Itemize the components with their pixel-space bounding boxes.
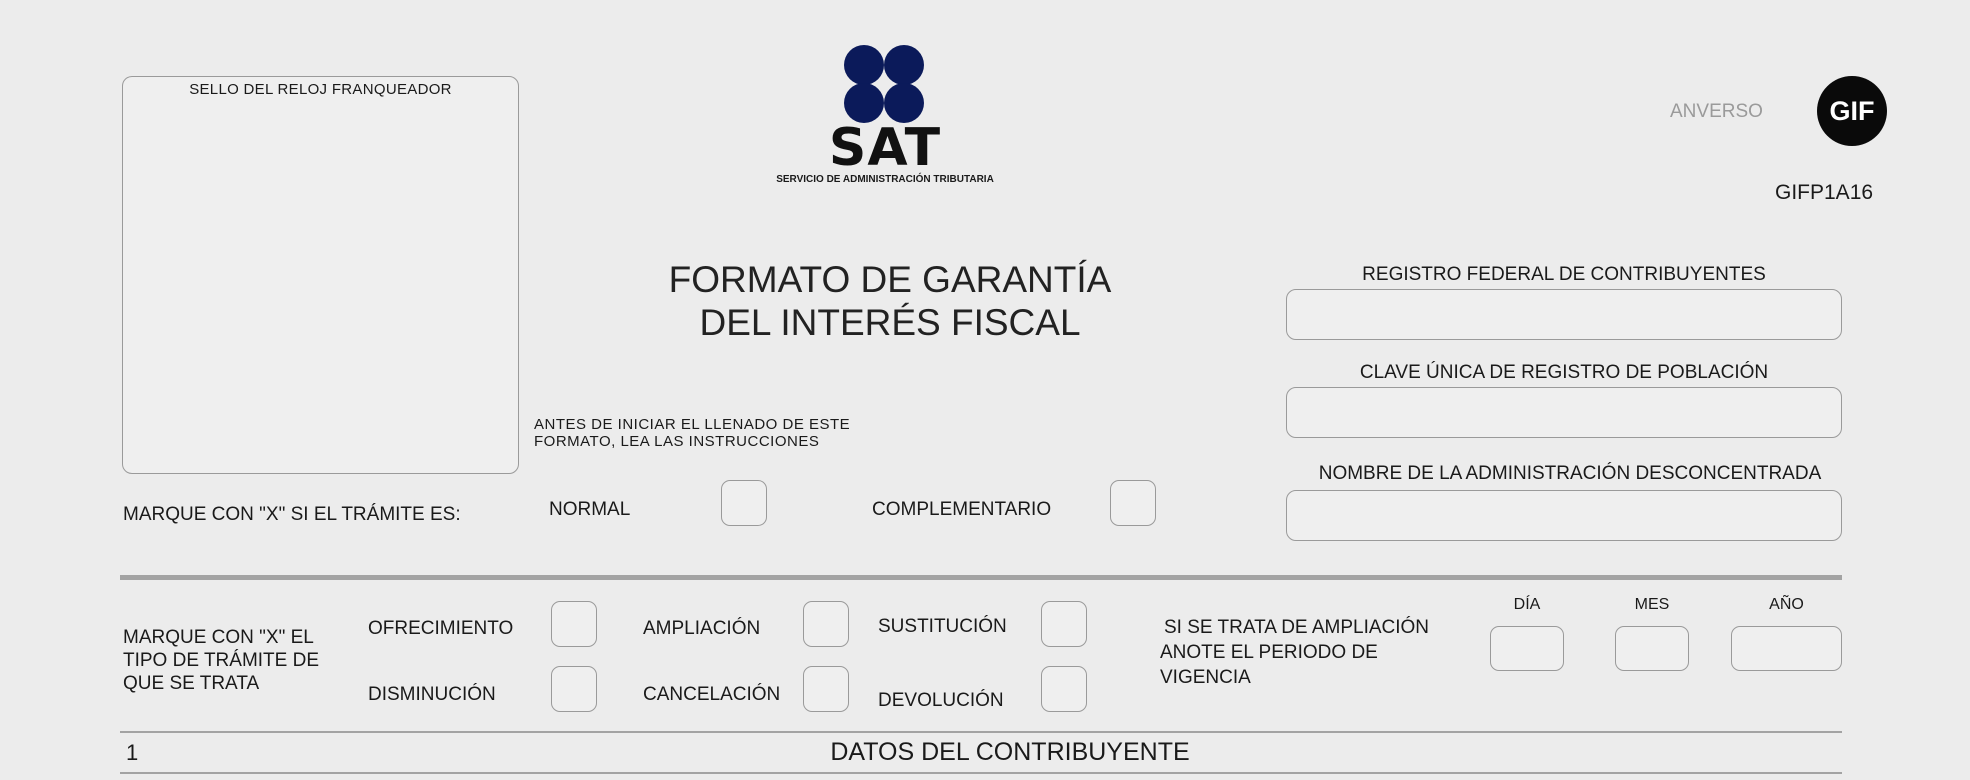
- tipo-prompt-line2: TIPO DE TRÁMITE DE: [123, 650, 320, 671]
- vigencia-note: [1160, 615, 1429, 690]
- cancelacion-label: CANCELACIÓN: [643, 684, 781, 705]
- instructions-line2: FORMATO, LEA LAS INSTRUCCIONES: [534, 433, 820, 450]
- tipo-tramite-prompt: [123, 626, 319, 695]
- rfc-field[interactable]: [1286, 289, 1842, 340]
- complementario-label: COMPLEMENTARIO: [872, 499, 1052, 520]
- instructions-line1: ANTES DE INICIAR EL LLENADO DE ESTE: [534, 416, 851, 433]
- logo-text: SAT: [828, 118, 942, 178]
- rfc-label: REGISTRO FEDERAL DE CONTRIBUYENTES: [1362, 264, 1766, 285]
- section1-top-rule: [120, 731, 1842, 733]
- form-code: GIFP1A16: [1775, 181, 1874, 204]
- logo-dot: [884, 83, 924, 123]
- gif-badge-text: GIF: [1829, 95, 1875, 126]
- mes-label: MES: [1634, 596, 1670, 613]
- complementario-checkbox[interactable]: [1110, 480, 1156, 526]
- logo-dot: [844, 83, 884, 123]
- section1-number: 1: [126, 740, 139, 765]
- vigencia-line3: VIGENCIA: [1160, 667, 1251, 688]
- anio-label: AÑO: [1769, 596, 1804, 613]
- curp-field[interactable]: [1286, 387, 1842, 438]
- tramite-es-prompt: MARQUE CON "X" SI EL TRÁMITE ES:: [123, 504, 461, 525]
- stamp-box: [122, 76, 519, 474]
- logo-dot: [844, 45, 884, 85]
- stamp-label: SELLO DEL RELOJ FRANQUEADOR: [189, 81, 452, 98]
- tipo-prompt-line1: MARQUE CON "X" EL: [123, 627, 314, 648]
- sustitucion-checkbox[interactable]: [1041, 601, 1087, 647]
- anio-field[interactable]: [1731, 626, 1842, 671]
- devolucion-checkbox[interactable]: [1041, 666, 1087, 712]
- normal-label: NORMAL: [549, 499, 631, 520]
- curp-label: CLAVE ÚNICA DE REGISTRO DE POBLACIÓN: [1359, 362, 1769, 383]
- vigencia-line2: ANOTE EL PERIODO DE: [1160, 642, 1378, 663]
- ampliacion-checkbox[interactable]: [803, 601, 849, 647]
- disminucion-label: DISMINUCIÓN: [368, 684, 496, 705]
- form-title-line1: FORMATO DE GARANTÍA: [668, 259, 1112, 300]
- sustitucion-label: SUSTITUCIÓN: [878, 616, 1007, 637]
- dia-label: DÍA: [1513, 596, 1541, 613]
- gif-badge: [1817, 76, 1887, 146]
- cancelacion-checkbox[interactable]: [803, 666, 849, 712]
- section1-bottom-rule: [120, 772, 1842, 774]
- logo-dot: [884, 45, 924, 85]
- section1-title: DATOS DEL CONTRIBUYENTE: [830, 738, 1190, 766]
- form-title: [580, 258, 1200, 344]
- ampliacion-label: AMPLIACIÓN: [643, 618, 761, 639]
- logo-subtitle: SERVICIO DE ADMINISTRACIÓN TRIBUTARIA: [776, 174, 994, 185]
- section-divider: [120, 575, 1842, 580]
- dia-field[interactable]: [1490, 626, 1564, 671]
- tipo-prompt-line3: QUE SE TRATA: [123, 673, 260, 694]
- ofrecimiento-checkbox[interactable]: [551, 601, 597, 647]
- vigencia-line1: SI SE TRATA DE AMPLIACIÓN: [1164, 617, 1430, 638]
- instructions-note: [534, 416, 850, 450]
- admin-label: NOMBRE DE LA ADMINISTRACIÓN DESCONCENTRADA: [1318, 463, 1822, 484]
- disminucion-checkbox[interactable]: [551, 666, 597, 712]
- devolucion-label: DEVOLUCIÓN: [878, 690, 1004, 711]
- side-label: ANVERSO: [1670, 101, 1763, 122]
- admin-field[interactable]: [1286, 490, 1842, 541]
- form-title-line2: DEL INTERÉS FISCAL: [699, 302, 1081, 343]
- normal-checkbox[interactable]: [721, 480, 767, 526]
- mes-field[interactable]: [1615, 626, 1689, 671]
- ofrecimiento-label: OFRECIMIENTO: [368, 618, 514, 639]
